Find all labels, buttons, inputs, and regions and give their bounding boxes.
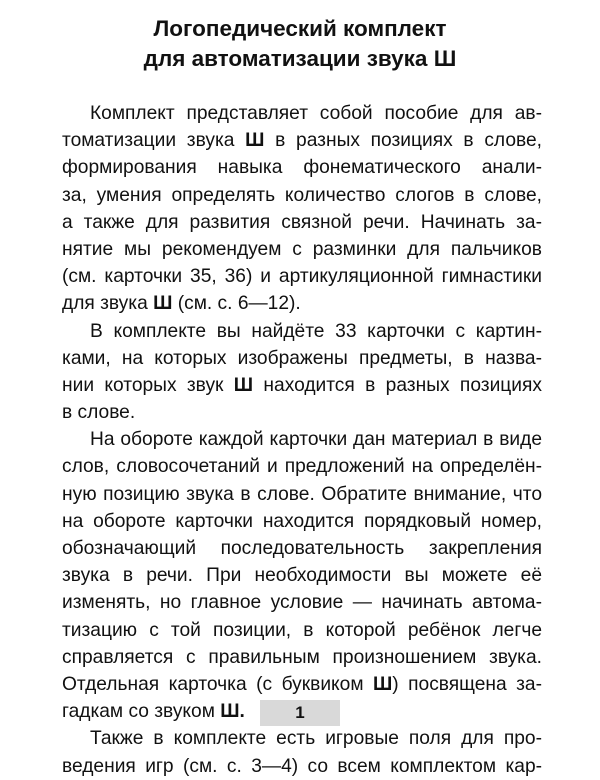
text-line: обозначающий последовательность закрепления [62,538,542,559]
text-line: ную позицию звука в слове. Обратите внимание, что [62,483,542,505]
text-line: изменять, но главное условие — начинать автома- [62,592,542,614]
letter-sh: Ш. [220,701,245,723]
text-line: Также в комплекте есть игровые поля для про- [90,728,542,750]
title-line-1: Логопедический комплект [153,16,447,41]
text-line: в слове. [62,402,136,424]
text-line: для звука Ш (см. с. 6—12). [62,293,301,315]
text-line: на обороте карточки находится порядковый номер, [62,510,542,532]
paragraph-3 [62,426,542,725]
text-line: а также для развития связной речи. Начинать за- [62,211,542,233]
letter-sh: Ш [245,130,265,152]
text-line: В комплекте вы найдёте 33 карточки с картин- [90,320,542,342]
text-line: томатизации звука Ш в разных позициях в слове, [62,130,542,152]
paragraph-1 [62,100,542,318]
text-line: Комплект представляет собой пособие для ав- [90,103,542,124]
text-line: нии которых звук Ш находится в разных позициях [62,374,542,396]
paragraph-2 [62,318,542,427]
page-number: 1 [260,700,340,726]
text-line: слов, словосочетаний и предложений на определён- [62,456,542,478]
text-line: ками, на которых изображены предметы, в назва- [62,347,542,369]
paragraph-4 [62,725,542,779]
text-line: гадкам со звуком Ш. [62,701,245,723]
letter-sh: Ш [153,293,173,315]
text-line: ведения игр (см. с. 3—4) со всем комплектом кар- [62,755,542,777]
text-line: тизацию с той позиции, в которой ребёнок легче [62,619,542,641]
body-text [62,100,542,780]
page-title [40,14,560,74]
letter-sh: Ш [233,374,254,396]
text-line: формирования навыка фонематического анали- [62,157,542,179]
title-line-2: для автоматизации звука Ш [143,46,457,71]
text-line: нятие мы рекомендуем с разминки для пальчиков [62,238,542,260]
letter-sh: Ш [373,673,393,695]
text-line: На обороте каждой карточки дан материал в виде [90,429,542,451]
text-line: за, умения определять количество слогов в слове, [62,184,542,206]
text-line: справляется с правильным произношением звука. [62,646,542,668]
text-line: (см. карточки 35, 36) и артикуляционной гимнастики [62,266,542,288]
text-line: звука в речи. При необходимости вы можете её [62,565,542,587]
text-line: Отдельная карточка (с буквиком Ш) посвящена за- [62,673,542,695]
